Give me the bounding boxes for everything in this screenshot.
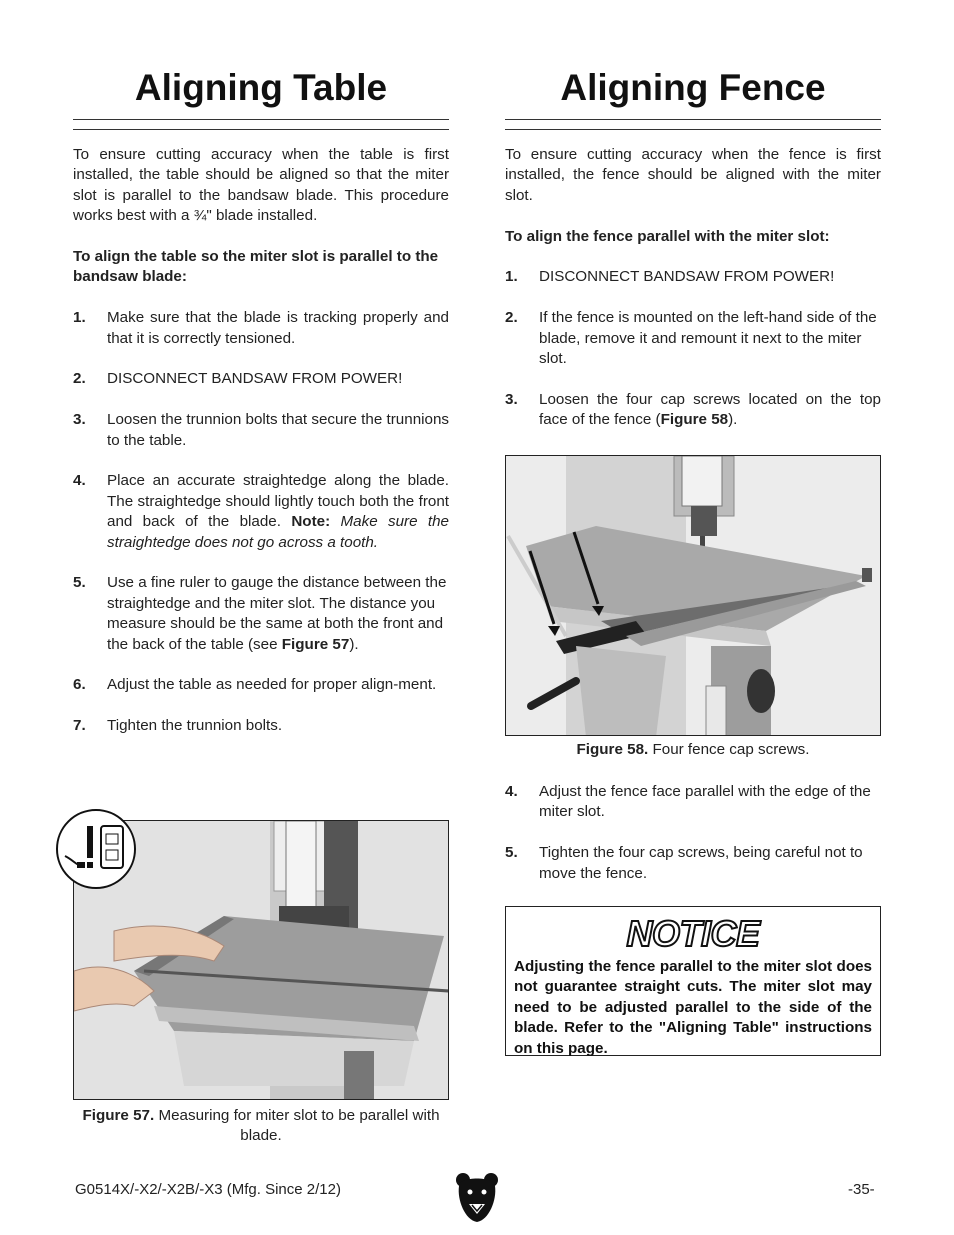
step-item bbox=[73, 573, 449, 655]
title-rule-bottom bbox=[73, 129, 449, 130]
step-text: Make sure that the blade is tracking properly and that it is correctly tensioned. bbox=[107, 309, 449, 347]
note-label: Note: bbox=[291, 513, 331, 531]
step-item bbox=[73, 675, 449, 695]
intro-paragraph: To ensure cutting accuracy when the table is first installed, the table should be aligned so that the miter slot is parallel to the bandsaw blade. This procedure works best with a ¾" blade installed. bbox=[73, 146, 449, 225]
step-text bbox=[539, 390, 881, 431]
figure-reference: Figure 58 bbox=[660, 411, 729, 429]
title-rule-bottom bbox=[505, 129, 881, 130]
step-number: 1. bbox=[505, 268, 518, 286]
step-text-after: ). bbox=[349, 635, 359, 653]
step-item bbox=[505, 267, 881, 287]
notice-box bbox=[505, 906, 881, 1056]
bear-logo-icon bbox=[455, 1172, 499, 1224]
section-title-aligning-table: Aligning Table bbox=[134, 67, 388, 108]
figure-58-caption bbox=[505, 740, 881, 760]
figure-caption-text: Four fence cap screws. bbox=[652, 741, 810, 758]
step-number: 3. bbox=[505, 390, 518, 408]
step-text: Adjust the fence face parallel with the edge of the miter slot. bbox=[539, 783, 871, 821]
footer-model: G0514X/-X2/-X2B/-X3 (Mfg. Since 2/12) bbox=[75, 1181, 341, 1198]
unplug-warning-icon bbox=[55, 808, 137, 890]
bandsaw-fence-illustration bbox=[506, 456, 881, 736]
procedure-subhead: To align the fence parallel with the miter slot: bbox=[505, 227, 830, 245]
step-number: 4. bbox=[505, 783, 518, 800]
step-text: Loosen the trunnion bolts that secure the trunnions to the table. bbox=[107, 411, 449, 449]
figure-label: Figure 58. bbox=[576, 741, 649, 758]
title-rule-top bbox=[73, 119, 449, 120]
step-item bbox=[505, 390, 881, 431]
step-number: 3. bbox=[73, 411, 86, 429]
step-number: 5. bbox=[505, 844, 518, 862]
step-text: Adjust the table as needed for proper align-ment. bbox=[107, 676, 437, 694]
step-text-after: ). bbox=[728, 411, 738, 429]
step-text bbox=[107, 573, 449, 655]
note-text: Make sure the straightedge does not go across a tooth. bbox=[107, 513, 449, 551]
step-text: Tighten the four cap screws, being careful not to move the fence. bbox=[539, 844, 863, 882]
step-number: 1. bbox=[73, 309, 86, 327]
right-body-continued bbox=[505, 782, 881, 904]
step-number: 4. bbox=[73, 472, 86, 490]
step-item bbox=[73, 471, 449, 553]
step-item bbox=[505, 843, 881, 884]
step-item bbox=[73, 369, 449, 389]
step-main-text: Place an accurate straightedge along the blade. The straightedge should lightly touch both the front and back of the blade. bbox=[107, 472, 449, 531]
step-item bbox=[73, 308, 449, 349]
step-item bbox=[73, 410, 449, 451]
notice-heading: NOTICE bbox=[626, 913, 760, 954]
step-number: 2. bbox=[73, 370, 86, 388]
step-number: 7. bbox=[73, 717, 86, 735]
step-text-before: Use a fine ruler to gauge the distance between the straightedge and the miter slot. The distance you measure should be the same at both the front and the back of the table (see bbox=[107, 574, 447, 653]
step-item bbox=[505, 308, 881, 369]
left-body bbox=[73, 145, 449, 757]
figure-caption-text: Measuring for miter slot to be parallel with blade. bbox=[158, 1107, 440, 1145]
figure-58-photo bbox=[505, 455, 881, 736]
footer-page-number: -35- bbox=[848, 1181, 875, 1198]
step-number: 5. bbox=[73, 574, 86, 592]
step-text: DISCONNECT BANDSAW FROM POWER! bbox=[539, 268, 835, 286]
step-text: DISCONNECT BANDSAW FROM POWER! bbox=[107, 370, 403, 388]
section-title-aligning-fence: Aligning Fence bbox=[560, 67, 826, 108]
intro-paragraph: To ensure cutting accuracy when the fence is first installed, the fence should be aligned with the miter slot. bbox=[505, 146, 881, 204]
step-item bbox=[505, 782, 881, 823]
step-item bbox=[73, 716, 449, 736]
step-number: 2. bbox=[505, 309, 518, 327]
step-text-before: Loosen the four cap screws located on the top face of the fence ( bbox=[539, 390, 881, 429]
figure-reference: Figure 57 bbox=[281, 635, 350, 653]
step-text: Tighten the trunnion bolts. bbox=[107, 717, 283, 735]
title-rule-top bbox=[505, 119, 881, 120]
figure-label: Figure 57. bbox=[82, 1107, 155, 1124]
figure-57-caption bbox=[73, 1106, 449, 1147]
step-text: If the fence is mounted on the left-hand side of the blade, remove it and remount it next to the miter slot. bbox=[539, 309, 877, 368]
right-body bbox=[505, 145, 881, 451]
step-number: 6. bbox=[73, 676, 86, 694]
procedure-subhead: To align the table so the miter slot is parallel to the bandsaw blade: bbox=[73, 248, 439, 286]
step-text bbox=[107, 471, 449, 553]
notice-text: Adjusting the fence parallel to the miter slot does not guarantee straight cuts. The miter slot may need to be adjusted parallel to the side of the blade. Refer to the "Aligning Table" instructions on this page. bbox=[514, 958, 872, 1057]
